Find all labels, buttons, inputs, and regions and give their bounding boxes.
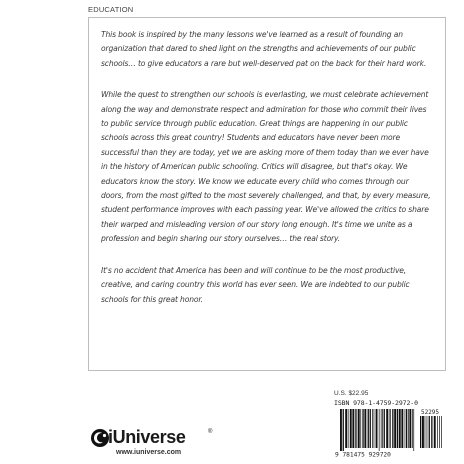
barcode-bar	[379, 409, 380, 451]
barcode-bar	[345, 409, 347, 448]
barcode-bar	[427, 416, 428, 448]
barcode-bar	[441, 416, 442, 448]
barcode-graphic	[334, 408, 444, 458]
barcode-bar	[352, 409, 354, 448]
barcode-bar	[420, 416, 421, 448]
barcode-bar	[374, 409, 375, 448]
isbn-label: ISBN 978-1-4759-2972-0	[334, 399, 418, 407]
barcode-bar	[408, 409, 409, 448]
blurb-box	[88, 17, 446, 371]
barcode-bar	[376, 409, 378, 448]
blurb-paragraph-2: While the quest to strengthen our schools is everlasting, we must celebrate achievement along the way and demonstrate respect and admiration for those who commit their lives to public service through public education. Great things are happening in our public schools across this great country! Students and educators have never been more successful than they are today, yet we are asking more of them today than we ever have in the history of American public schooling. Critics will disagree, but that's okay. We educators know the story. We know we educate every child who comes through our doors, from the most gifted to the most severely challenged, and that, by every measure, student performance improves with each passing year. We've allowed the critics to share their warped and misleading version of our story long enough. It's time we unite as a profession and begin sharing our story ourselves… the real story.	[101, 90, 431, 244]
publisher-name: iUniverse	[108, 427, 186, 447]
registered-mark: ®	[208, 429, 213, 435]
barcode-bar	[399, 409, 401, 448]
barcode-bar	[389, 409, 390, 448]
barcode-human-readable: 9 781475 929720	[335, 451, 391, 458]
barcode-bar	[413, 409, 414, 451]
barcode-bar	[422, 416, 424, 448]
barcode-bar	[343, 409, 344, 451]
barcode-bar	[397, 409, 398, 448]
barcode-bar	[390, 409, 391, 448]
barcode-bar	[362, 409, 363, 448]
barcode-bar	[439, 416, 440, 448]
barcode-bar	[356, 409, 357, 448]
barcode-bar	[386, 409, 388, 448]
barcode-bar	[434, 416, 436, 448]
barcode-bar	[340, 409, 342, 451]
barcode-bar	[394, 409, 396, 448]
barcode	[334, 408, 444, 458]
price-label: U.S. $22.95	[334, 390, 369, 397]
blurb-paragraph-1: This book is inspired by the many lessons we've learned as a result of founding an organization that dared to shed light on the strengths and achievements of our public schools… to give educators a rare but well-deserved pat on the back for their hard work.	[101, 30, 427, 68]
blurb-paragraph-3: It's no accident that America has been and will continue to be the most productive, creative, and caring country this world has ever seen. We are indebted to our public schools for this great honor.	[101, 265, 410, 304]
barcode-bar	[348, 409, 349, 448]
barcode-bar	[425, 416, 426, 448]
book-category: EDUCATION	[88, 5, 134, 14]
barcode-bar	[360, 409, 361, 448]
barcode-bar	[392, 409, 393, 448]
barcode-bar	[368, 409, 369, 448]
barcode-bar	[437, 416, 438, 448]
barcode-bar	[381, 409, 382, 448]
barcode-addon-digits: 52295	[420, 409, 440, 416]
barcode-bar	[429, 416, 430, 448]
barcode-bar	[412, 409, 413, 448]
barcode-bar	[350, 409, 352, 448]
barcode-bar	[370, 409, 371, 448]
barcode-bar	[372, 409, 373, 448]
barcode-bar	[382, 409, 383, 448]
barcode-bar	[431, 416, 432, 448]
barcode-bar	[401, 409, 403, 448]
barcode-main-bars	[340, 409, 414, 451]
barcode-bar	[406, 409, 407, 448]
barcode-bar	[405, 409, 406, 448]
barcode-bar	[358, 409, 360, 448]
barcode-bar	[409, 409, 411, 448]
barcode-bar	[364, 409, 366, 448]
publisher-url: www.iuniverse.com	[116, 449, 182, 456]
publisher-logo	[90, 426, 220, 460]
barcode-addon-bars	[420, 416, 442, 448]
barcode-bar	[355, 409, 356, 448]
barcode-bar	[384, 409, 385, 448]
